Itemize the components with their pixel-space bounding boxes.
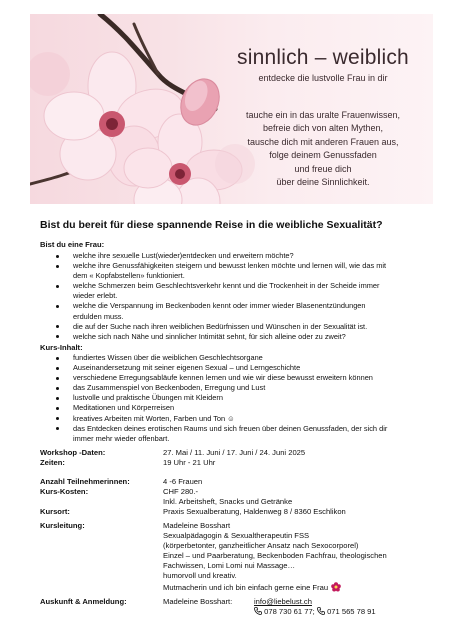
banner-line: über deine Sinnlichkeit. [276, 177, 370, 188]
flower-icon [331, 582, 341, 595]
phone-icon [254, 607, 262, 618]
lead-line: Sexualpädagogin & Sexualtherapeutin FSS [163, 531, 310, 541]
banner-title: sinnlich – weiblich [237, 46, 409, 69]
cost-note: Inkl. Arbeitsheft, Snacks und Getränke [163, 497, 293, 507]
banner-line: tauche ein in das uralte Frauenwissen, [245, 110, 401, 120]
list-item: Auseinandersetzung mit seiner eigenen Sexual – und Lerngeschichte [40, 363, 425, 373]
list-item: welche ihre sexuelle Lust(wieder)entdecken und erweitern möchte? [40, 251, 425, 261]
course-list [40, 353, 425, 444]
lead-line: Einzel – und Paarberatung, Beckenboden Fachfrau, theologischen [163, 551, 387, 561]
email-link[interactable]: info@liebelust.ch [254, 597, 312, 606]
cost-label: Kurs-Kosten: [40, 487, 89, 496]
phone-icon [317, 607, 325, 618]
banner-text [218, 109, 428, 189]
list-item: kreatives Arbeiten mit Worten, Farben und Ton ☺ [40, 414, 425, 424]
cost-value: CHF 280.- [163, 487, 199, 496]
dates-value: 27. Mai / 11. Juni / 17. Juni / 24. Juni 2025 [163, 448, 306, 457]
list-item: die auf der Suche nach ihren weiblichen Bedürfnissen und Wünschen in der Sexualität ist. [40, 322, 425, 332]
list-item: das Zusammenspiel von Beckenboden, Erregung und Lust [40, 383, 425, 393]
banner-line: befreie dich von alten Mythen, [262, 123, 384, 134]
location-value: Praxis Sexualberatung, Haldenweg 8 / 8360 Eschlikon [163, 507, 346, 516]
list-item: Meditationen und Körperreisen [40, 403, 425, 413]
lead-line: (körperbetonter, ganzheitlicher Ansatz nach Sexocorporel) [163, 541, 359, 551]
list-item: welche sich nach Nähe und sinnlicher Intimität sehnt, für sich alleine oder zu zweit? [40, 332, 425, 342]
times-label: Zeiten: [40, 458, 65, 467]
participants-label: Anzahl Teilnehmerinnen: [40, 477, 130, 486]
list-item: welche die Verspannung im Beckenboden kennt oder immer wieder Blasenentzündungen erdulden muss. [40, 301, 425, 321]
audience-list [40, 251, 425, 342]
phone-2[interactable]: 071 565 78 91 [327, 607, 376, 616]
list-item: welche ihre Genussfähigkeiten steigern und bewusst lenken möchte und lernen will, wie das mit dem « Kopfabstellen» funktioniert. [40, 261, 425, 281]
page-heading: Bist du bereit für diese spannende Reise in die weibliche Sexualität? [40, 219, 383, 231]
list-item: welche Schmerzen beim Geschlechtsverkehr kennt und die Trockenheit in der Scheide immer wieder erlebt. [40, 281, 425, 301]
banner-subtitle: entdecke die lustvolle Frau in dir [258, 73, 388, 83]
participants-value: 4 -6 Frauen [163, 477, 203, 486]
list-item: lustvolle und praktische Übungen mit Kleidern [40, 393, 425, 403]
times-value: 19 Uhr - 21 Uhr [163, 458, 216, 467]
location-label: Kursort: [40, 507, 70, 516]
lead-line: Fachwissen, Lomi Lomi nui Massage… [163, 561, 296, 571]
dates-label: Workshop -Daten: [40, 448, 106, 457]
contact-label: Auskunft & Anmeldung: [40, 597, 127, 606]
lead-line: Madeleine Bosshart [163, 521, 231, 530]
header-banner [30, 14, 433, 204]
course-label: Kurs-Inhalt: [40, 343, 83, 352]
lead-label: Kursleitung: [40, 521, 85, 530]
phone-1[interactable]: 078 730 61 77; [264, 607, 315, 616]
banner-line: tausche dich mit anderen Frauen aus, [247, 136, 399, 147]
list-item: fundiertes Wissen über die weiblichen Geschlechtsorgane [40, 353, 425, 363]
list-item: das Entdecken deines erotischen Raums und sich freuen über deinen Genussfaden, der sich dir immer mehr wieder offenbart. [40, 424, 425, 444]
lead-last-line: Mutmacherin und ich bin einfach gerne eine Frau [163, 582, 433, 595]
audience-label: Bist du eine Frau: [40, 240, 105, 249]
banner-line: und freue dich [294, 163, 352, 174]
list-item: verschiedene Erregungsabläufe kennen lernen und wie wir diese bewusst erweitern können [40, 373, 425, 383]
banner-line: folge deinem Genussfaden [269, 150, 377, 161]
phone-numbers [254, 607, 376, 618]
lead-line: humorvoll und kreativ. [163, 571, 237, 581]
contact-name: Madeleine Bosshart: [163, 597, 233, 606]
